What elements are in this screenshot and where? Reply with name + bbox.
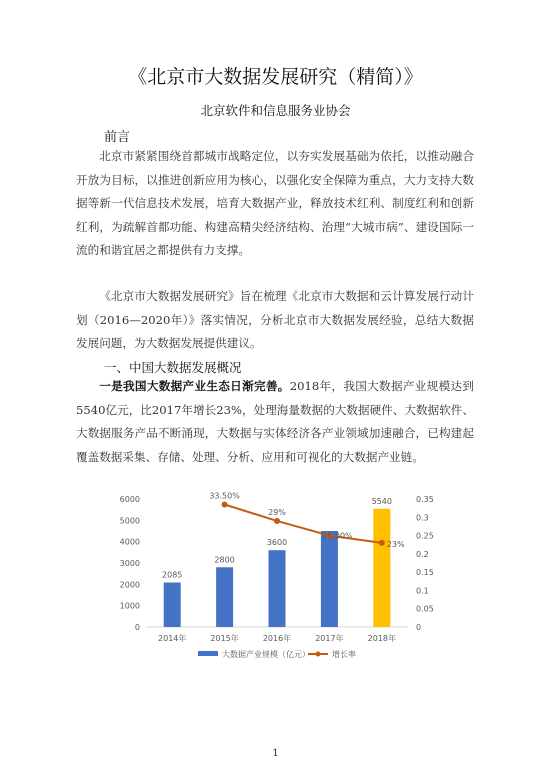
bar xyxy=(373,509,390,627)
bar-value-label: 2085 xyxy=(162,570,183,580)
bar xyxy=(321,531,338,627)
legend-label-line: 增长率 xyxy=(332,650,356,659)
industry-scale-chart xyxy=(110,487,440,667)
section-heading-1: 一、中国大数据发展概况 xyxy=(104,360,242,375)
section-paragraph-1 xyxy=(76,375,474,469)
growth-rate-label: 25.00% xyxy=(322,531,353,541)
y-tick-label: 6000 xyxy=(119,495,140,504)
legend-marker-line xyxy=(316,652,321,657)
bar-value-label: 5540 xyxy=(371,496,392,506)
paragraph-body: 2018年，我国大数据产业规模达到5540亿元，比2017年增长23%，处理海量数据的大数据硬件、大数据软件、大数据服务产品不断涌现，大数据与实体经济各产业领域加速融合，已构建起覆盖数据采集、存储、处理、分析、应用和可视化的大数据产业链。 xyxy=(76,379,474,464)
preface-paragraph-2: 《北京市大数据发展研究》旨在梳理《北京市大数据和云计算发展行动计划（2016—2020年）》落实情况，分析北京市大数据发展经验，总结大数据发展问题，为大数据发展提供建议。 xyxy=(76,289,474,351)
growth-rate-line xyxy=(225,504,382,542)
y-tick-label: 1000 xyxy=(119,601,140,611)
growth-rate-label: 23% xyxy=(386,539,405,549)
growth-rate-label: 33.50% xyxy=(209,491,240,501)
bar-value-label: 2800 xyxy=(214,555,235,565)
growth-rate-label: 29% xyxy=(268,507,286,517)
organization-name: 北京软件和信息服务业协会 xyxy=(200,103,351,118)
page-number: 1 xyxy=(272,748,279,759)
y2-tick-label: 0.05 xyxy=(416,604,434,614)
preface-heading: 前言 xyxy=(104,130,131,145)
y2-tick-label: 0.35 xyxy=(416,495,434,504)
bar xyxy=(216,567,233,627)
paragraph-lead: 一是我国大数据产业生态日渐完善。 xyxy=(99,379,290,393)
x-tick-label: 2018年 xyxy=(367,634,396,643)
legend-label-bars: 大数据产业规模（亿元） xyxy=(222,650,310,659)
bar-value-label: 3600 xyxy=(266,538,288,548)
preface-paragraph-1: 北京市紧紧围绕首都城市战略定位，以夯实发展基础为依托，以推动融合开放为目标，以推进创新应用为核心，以强化安全保障为重点，大力支持大数据等新一代信息技术发展，培育大数据产业，释放技术红利、制度红利和创新红利，为疏解首都功能、构建高精尖经济结构、治理“大城市病”、建设国际一流的和谐宜居之都提供有力支撑。 xyxy=(76,149,474,258)
x-tick-label: 2017年 xyxy=(315,634,344,643)
bar xyxy=(164,583,181,627)
y2-tick-label: 0.25 xyxy=(416,531,434,541)
growth-rate-point xyxy=(379,540,385,546)
x-tick-label: 2016年 xyxy=(262,634,292,643)
y2-tick-label: 0.3 xyxy=(416,513,429,523)
y-tick-label: 2000 xyxy=(119,580,140,590)
x-tick-label: 2015年 xyxy=(210,634,239,643)
y2-tick-label: 0.2 xyxy=(416,549,429,559)
y2-tick-label: 0.15 xyxy=(416,568,434,578)
growth-rate-point xyxy=(274,518,280,524)
legend-swatch-bars xyxy=(198,651,218,656)
document-title: 《北京市大数据发展研究（精简）》 xyxy=(128,66,423,88)
bar xyxy=(269,550,286,627)
y-tick-label: 0 xyxy=(134,623,140,632)
x-tick-label: 2014年 xyxy=(158,634,187,643)
y-tick-label: 4000 xyxy=(119,537,140,547)
y2-tick-label: 0 xyxy=(416,623,422,632)
growth-rate-point xyxy=(222,501,228,507)
y2-tick-label: 0.1 xyxy=(416,586,429,596)
y-tick-label: 3000 xyxy=(119,559,140,568)
y-tick-label: 5000 xyxy=(119,516,140,526)
